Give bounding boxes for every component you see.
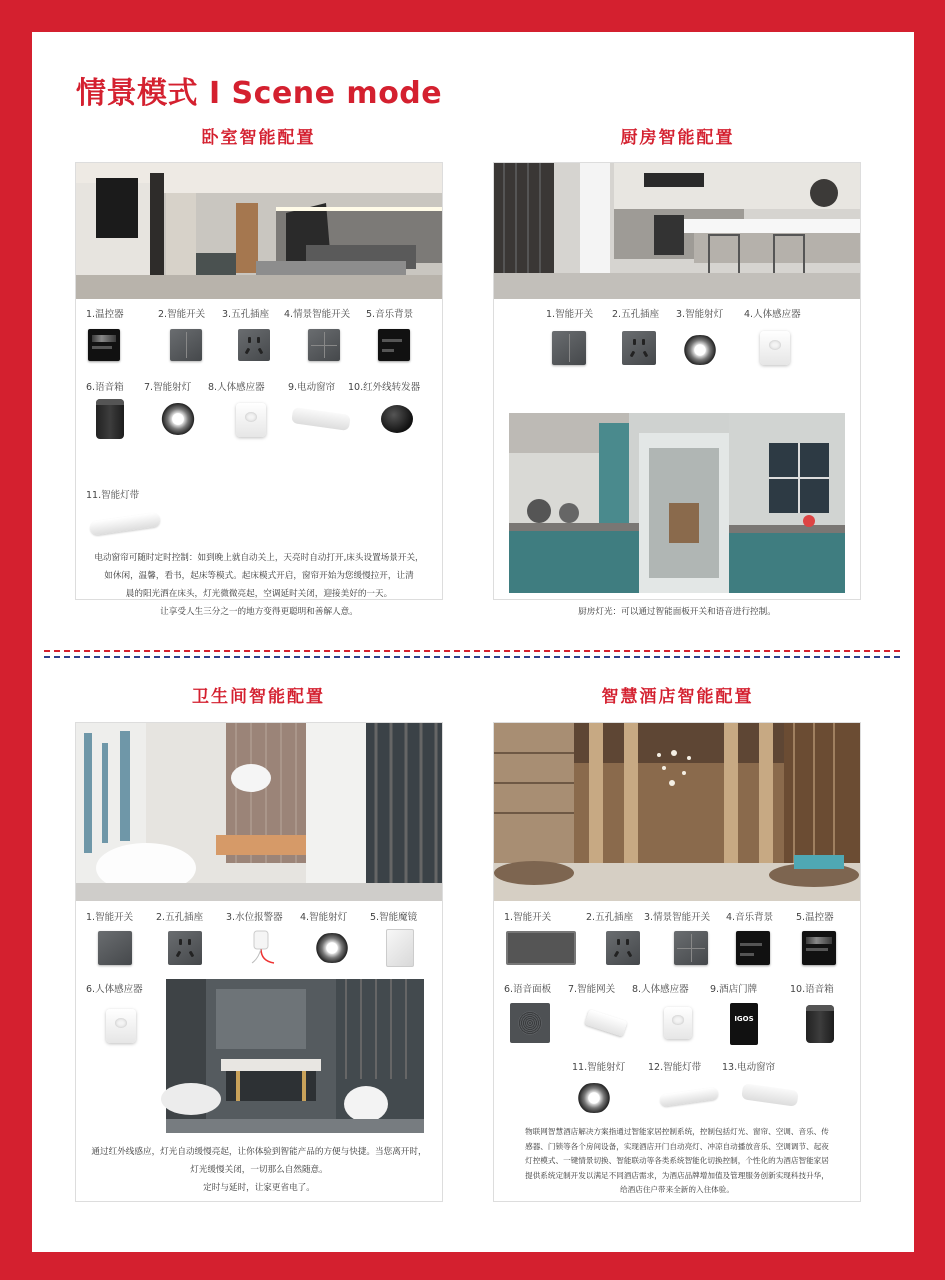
socket-icon <box>168 931 202 965</box>
kitchen-device-label: 1.智能开关 <box>546 309 594 320</box>
motion-sensor-icon <box>760 331 790 365</box>
bedroom-device-label: 6.语音箱 <box>86 382 124 393</box>
music-panel-icon <box>736 931 770 965</box>
hotel-device-label: 8.人体感应器 <box>632 984 689 995</box>
smart-switch-icon <box>98 931 132 965</box>
spotlight-icon <box>680 335 720 365</box>
hotel-device-label: 9.酒店门牌 <box>710 984 758 995</box>
bedroom-device-label: 10.红外线转发器 <box>348 382 421 393</box>
kitchen-title: 厨房智能配置 <box>620 128 735 148</box>
section-divider-red <box>44 650 900 652</box>
hotel-device-label: 7.智能网关 <box>568 984 616 995</box>
motion-sensor-icon <box>236 403 266 437</box>
bathroom-device-label: 1.智能开关 <box>86 912 134 923</box>
section-divider-blue <box>44 656 900 658</box>
kitchen-photo-top <box>494 163 860 299</box>
bedroom-device-label: 8.人体感应器 <box>208 382 265 393</box>
spotlight-icon <box>574 1083 614 1113</box>
smart-switch-icon <box>506 931 576 965</box>
bedroom-device-label: 4.情景智能开关 <box>284 309 351 320</box>
hotel-device-label: 12.智能灯带 <box>648 1062 702 1073</box>
bathroom-photo-top <box>76 723 442 901</box>
socket-icon <box>606 931 640 965</box>
socket-icon <box>622 331 656 365</box>
bathroom-photo-bottom <box>166 979 424 1133</box>
scene-switch-icon <box>308 329 340 361</box>
motion-sensor-icon <box>664 1007 692 1039</box>
bedroom-title: 卧室智能配置 <box>201 128 316 148</box>
light-strip-icon <box>659 1087 718 1107</box>
voice-panel-icon <box>510 1003 550 1043</box>
curtain-motor-icon <box>741 1083 799 1107</box>
bedroom-description: 电动窗帘可随时定时控制：如到晚上就自动关上，天亮时自动打开,床头设置场景开关， 如休闲，温馨，看书，起床等模式。起床模式开启，窗帘开始为您缓慢拉开，让清 晨的阳光洒在床头，灯光微微亮起，空调延时关闭，迎接美好的一天。 让享受人生三分之一的地方变得更聪明和善解人意。 <box>94 553 424 617</box>
ir-blaster-icon <box>381 405 413 433</box>
kitchen-device-label: 4.人体感应器 <box>744 309 801 320</box>
bedroom-photo <box>76 163 442 299</box>
hotel-device-label: 4.音乐背景 <box>726 912 774 923</box>
bedroom-device-label: 9.电动窗帘 <box>288 382 336 393</box>
smart-mirror-icon <box>386 929 414 967</box>
light-strip-icon <box>89 512 160 536</box>
bathroom-device-label: 4.智能射灯 <box>300 912 348 923</box>
smart-switch-icon <box>170 329 202 361</box>
speaker-icon <box>806 1005 834 1043</box>
bathroom-description: 通过红外线感应，灯光自动缓慢亮起，让你体验到智能产品的方便与快捷。当您离开时， 灯光缓慢关闭，一切那么自然随意。 定时与延时，让家更省电了。 <box>91 1147 427 1193</box>
spotlight-icon <box>312 933 352 963</box>
hotel-device-label: 2.五孔插座 <box>586 912 634 923</box>
hotel-device-label: 11.智能射灯 <box>572 1062 626 1073</box>
bedroom-card <box>75 162 443 617</box>
hotel-device-label: 3.情景智能开关 <box>644 912 711 923</box>
hotel-description: 物联网智慧酒店解决方案指通过智能家居控制系统，控制包括灯光、窗帘、空调、音乐、传 感器、门锁等各个房间设备，实现酒店开门自动亮灯、冲凉自动播放音乐、空调调节、起夜 灯控模式、一键情景切换、智能联动等各类系统智能化切换控制，个性化的为酒店智能家居 提供系统定制开发以满足不同酒店需求，为酒店品牌增加值及管理服务创新实现科技升华， 给酒店住户带来全新的入住体验。 <box>525 1127 829 1194</box>
gateway-icon <box>585 1009 628 1037</box>
door-plate-icon: IGOS <box>730 1003 758 1045</box>
scene-switch-icon <box>674 931 708 965</box>
hotel-device-label: 5.温控器 <box>796 912 834 923</box>
bathroom-device-label: 3.水位报警器 <box>226 912 283 923</box>
bathroom-device-label: 2.五孔插座 <box>156 912 204 923</box>
bedroom-device-label: 7.智能射灯 <box>144 382 192 393</box>
bedroom-device-label: 11.智能灯带 <box>86 490 140 501</box>
kitchen-card <box>493 162 861 617</box>
smart-switch-icon <box>552 331 586 365</box>
hotel-device-label: 13.电动窗帘 <box>722 1062 776 1073</box>
water-leak-sensor-icon <box>246 929 280 967</box>
bathroom-title: 卫生间智能配置 <box>192 687 325 707</box>
hotel-card <box>493 722 861 1202</box>
hotel-title: 智慧酒店智能配置 <box>601 687 754 707</box>
hotel-device-label: 1.智能开关 <box>504 912 552 923</box>
kitchen-device-label: 3.智能射灯 <box>676 309 724 320</box>
spotlight-icon <box>158 403 198 435</box>
hotel-device-label: 6.语音面板 <box>504 984 552 995</box>
thermostat-icon <box>802 931 836 965</box>
bedroom-device-label: 1.温控器 <box>86 309 124 320</box>
motion-sensor-icon <box>106 1009 136 1043</box>
bedroom-device-label: 3.五孔插座 <box>222 309 270 320</box>
kitchen-description: 厨房灯光：可以通过智能面板开关和语音进行控制。 <box>578 607 776 617</box>
bedroom-device-label: 2.智能开关 <box>158 309 206 320</box>
bathroom-device-label: 5.智能魔镜 <box>370 912 418 923</box>
bathroom-device-label: 6.人体感应器 <box>86 984 143 995</box>
bedroom-device-label: 5.音乐背景 <box>366 309 414 320</box>
thermostat-icon <box>88 329 120 361</box>
poster-sheet <box>32 32 914 1252</box>
curtain-motor-icon <box>291 407 351 431</box>
kitchen-photo-bottom <box>509 413 845 593</box>
socket-icon <box>238 329 270 361</box>
page-title: 情景模式 I Scene mode <box>76 76 443 111</box>
bathroom-card <box>75 722 443 1202</box>
speaker-icon <box>96 399 124 439</box>
music-panel-icon <box>378 329 410 361</box>
hotel-photo <box>494 723 860 901</box>
hotel-device-label: 10.语音箱 <box>790 984 834 995</box>
kitchen-device-label: 2.五孔插座 <box>612 309 660 320</box>
